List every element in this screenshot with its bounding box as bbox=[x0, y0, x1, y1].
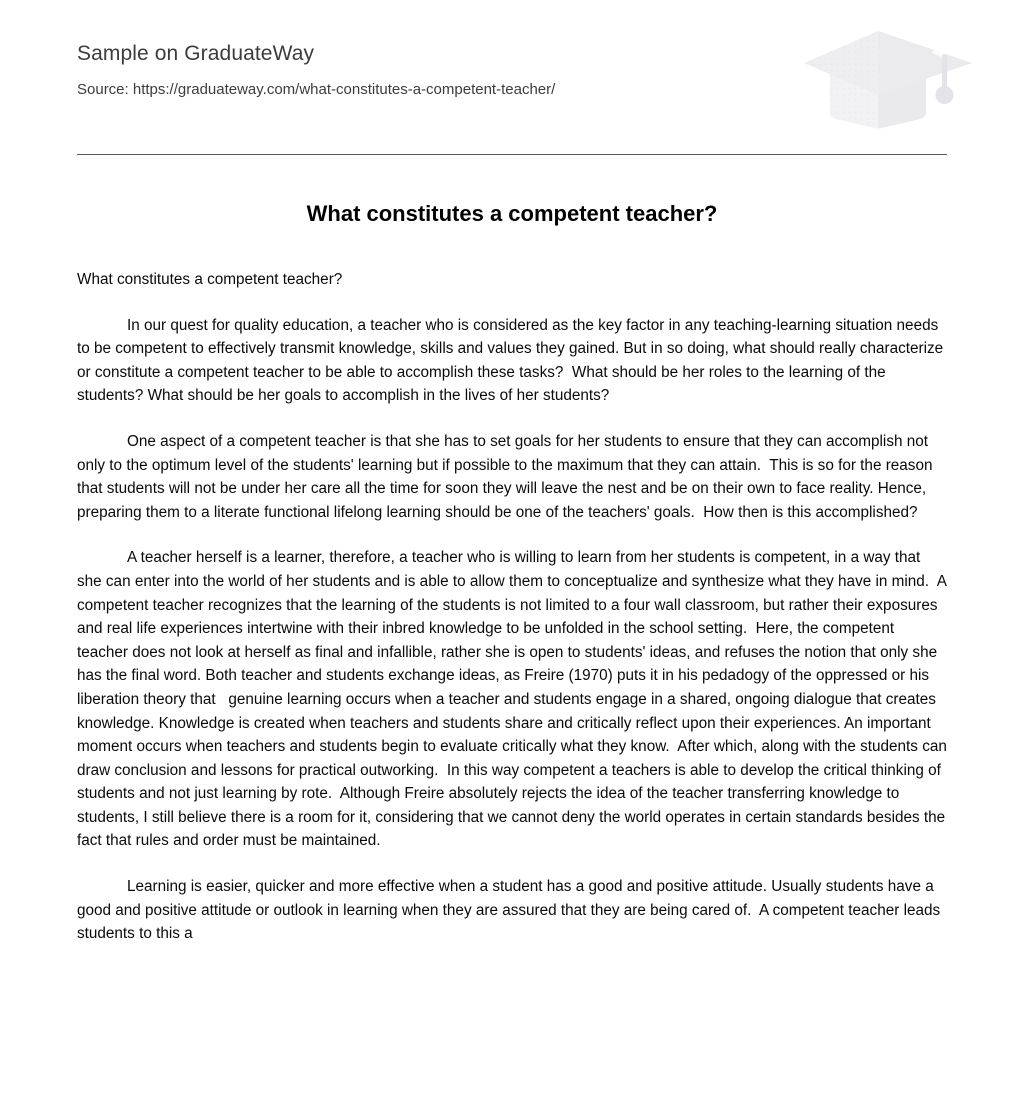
paragraph-heading-line: What constitutes a competent teacher? bbox=[77, 271, 343, 288]
source-url-line: Source: https://graduateway.com/what-constitutes-a-competent-teacher/ bbox=[77, 81, 556, 99]
page-title: What constitutes a competent teacher? bbox=[306, 201, 718, 226]
page-header bbox=[0, 0, 1024, 110]
document-body bbox=[77, 268, 952, 946]
paragraph-goals: One aspect of a competent teacher is that she has to set goals for her students to ensure that they can accomplish not only to the optimum level of the students' learning but if possible to the maximum that they can attain. This is so for the reason that students will not be under her care all the time for soon they will leave the nest and be on their own to face reality. Hence, preparing them to a literate functional lifelong learning should be one of the teachers' goals. How then is this accomplished? bbox=[77, 432, 937, 521]
header-divider bbox=[77, 154, 947, 155]
paragraph-attitude: Learning is easier, quicker and more effective when a student has a good and positive attitude. Usually students have a good and positive attitude or outlook in learning when they are assured that they are being cared of. A competent teacher leads students to this a bbox=[77, 878, 945, 943]
site-title: Sample on GraduateWay bbox=[77, 42, 315, 65]
paragraph-intro: In our quest for quality education, a teacher who is considered as the key factor in any teaching-learning situation needs to be competent to effectively transmit knowledge, skills and values they gained. But in so doing, what should really characterize or constitute a competent teacher to be able to accomplish these tasks? What should be her roles to the learning of the students? What should be her goals to accomplish in the lives of her students? bbox=[77, 316, 948, 405]
paragraph-learner: A teacher herself is a learner, therefore, a teacher who is willing to learn from her students is competent, in a way that she can enter into the world of her students and is able to allow them to conceptualize and synthesize what they have in mind. A competent teacher recognizes that the learning of the students is not limited to a four wall classroom, but rather their exposures and real life experiences intertwine with their inbred knowledge to be unfolded in the school setting. Here, the competent teacher does not look at herself as final and infallible, rather she is open to students' ideas, and refuses the notion that only she has the final word. Both teacher and students exchange ideas, as Freire (1970) puts it in his pedadogy of the oppressed or his liberation theory that genuine learning occurs when a teacher and students engage in a shared, ongoing dialogue that creates knowledge. Knowledge is created when teachers and students share and critically reflect upon their experiences. An important moment occurs when teachers and students begin to evaluate critically what they know. After which, along with the students can draw conclusion and lessons for practical outworking. In this way competent a teachers is able to develop the critical thinking of students and not just learning by rote. Although Freire absolutely rejects the idea of the teacher transferring knowledge to students, I still believe there is a room for it, considering that we cannot deny the world operates in certain standards besides the fact that rules and order must be maintained. bbox=[77, 549, 952, 850]
